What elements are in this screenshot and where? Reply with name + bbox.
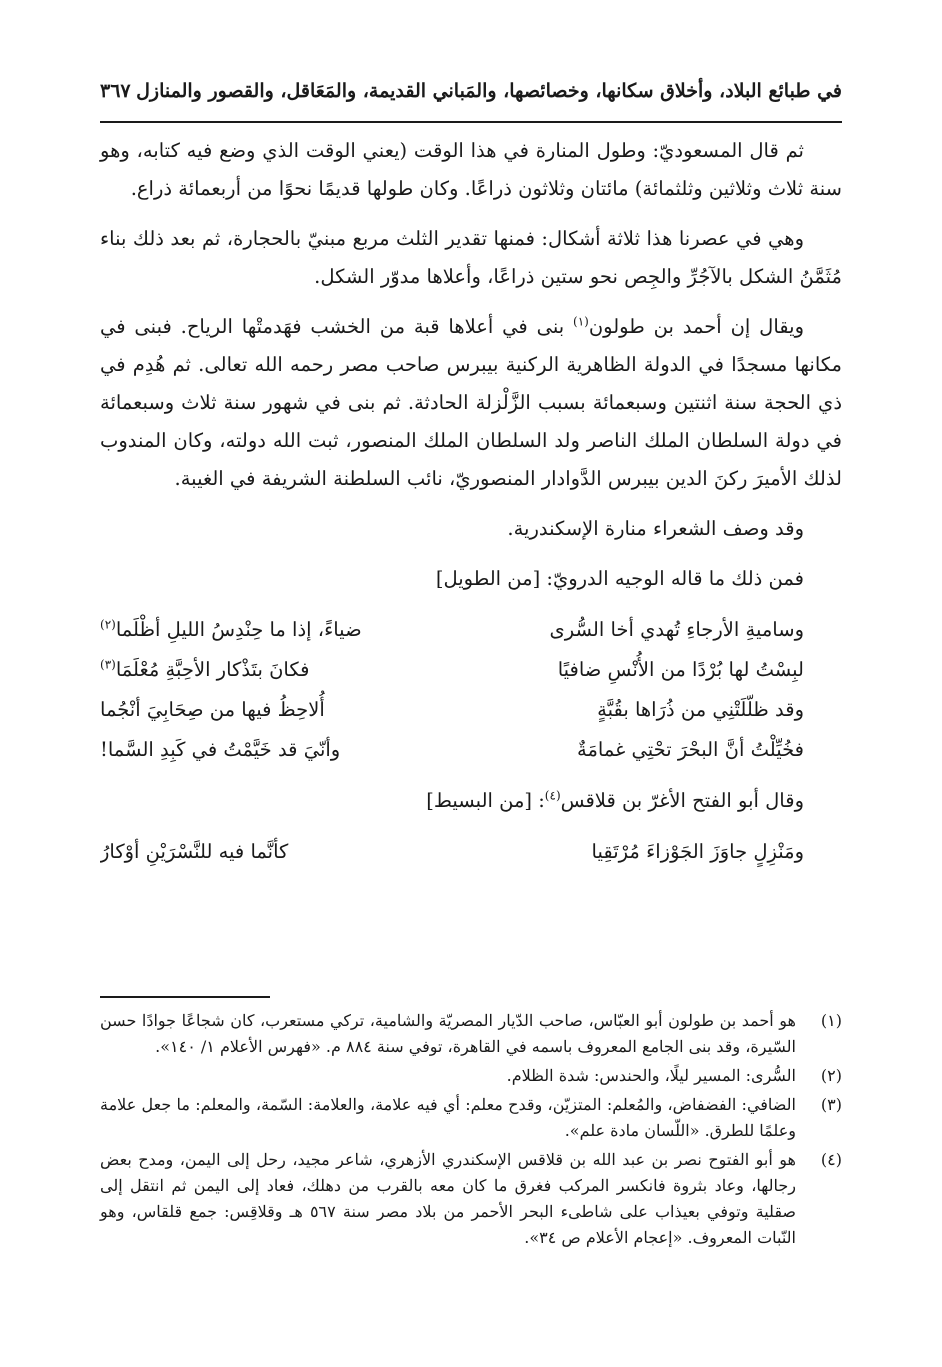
- footnote-number: (٣): [820, 1095, 842, 1114]
- poem-1: [100, 610, 842, 770]
- poet-1-line: فمن ذلك ما قاله الوجيه الدرويّ: [من الطويل]: [435, 567, 804, 590]
- footnote-text: هو أحمد بن طولون أبو العبّاس، صاحب الدّيار المصريّة والشامية، تركي مستعرب، كان شجاعًا جوادًا حسن السّيرة، وقد بنى الجامع المعروف باسمه في القاهرة، توفي سنة ٨٨٤ م. «فهرس الأعلام ١/ ١٤٠».: [100, 1011, 796, 1056]
- poet-2-meter: : [من البسيط]: [426, 789, 545, 812]
- paragraph-2: وهي في عصرنا هذا ثلاثة أشكال: فمنها تقدير الثلث مربع مبنيّ بالحجارة، ثم بعد ذلك بناء مُثَمَّنُ الشكل بالآجُرِّ والجِص نحو ستين ذراعًا، وأعلاها مدوّر الشكل.: [100, 227, 842, 288]
- footnote: [100, 1092, 842, 1144]
- verse: [100, 690, 842, 730]
- main-text: [100, 132, 842, 884]
- verse-first-hemistich: فخُيِّلْتُ أنَّ البحْرَ تحْتِي غمامَةٌ: [577, 738, 804, 761]
- paragraph-3-start: ويقال إن أحمد بن طولون: [588, 315, 804, 338]
- poet-2-line: [100, 782, 842, 820]
- verse: [100, 650, 842, 690]
- verse-second-hemistich: كأنَّما فيه للنَّسْرَيْنِ أوْكارُ: [100, 840, 289, 863]
- paragraph-3: [100, 308, 842, 498]
- verse: [100, 610, 842, 650]
- footnote-text: السُّرى: المسير ليلًا، والحندس: شدة الظلام.: [506, 1066, 796, 1085]
- verse-first-hemistich: ومَنْزِلٍ جاوَزَ الجَوْزاءَ مُرْتَقِيا: [591, 840, 804, 863]
- footnote-number: (٤): [820, 1150, 842, 1169]
- footnote-text: الضافي: الفضفاض، والمُعلم: المتزيّن، وقدح معلم: أي فيه علامة، والعلامة: السّمة، والمعلم: ما جعل علامة وعلمًا للطرق. «اللّسان مادة علم».: [100, 1095, 796, 1140]
- footnote-ref-1[interactable]: (١): [573, 314, 589, 329]
- poem-2: [100, 832, 842, 872]
- footnote: [100, 1063, 842, 1089]
- page-number: ٣٦٧: [100, 80, 131, 102]
- verse-first-hemistich: وقد ظلّلَتْنِي من ذُرَاها بقُبَّةٍ: [597, 698, 804, 721]
- footnote-number: (٢): [820, 1066, 842, 1085]
- paragraph-3-rest: بنى في أعلاها قبة من الخشب فهَدمتْها الرياح. فبنى في مكانها مسجدًا في الدولة الظاهرية الركنية بيبرس صاحب مصر رحمه الله تعالى. ثم هُدِم في ذي الحجة سنة اثنتين وسبعمائة بسبب الزَّلْزلة الحادثة. ثم بنى في شهور سنة ثلاث وسبعمائة في دولة السلطان الملك الناصر ولد السلطان الملك المنصور، ثبت الله دولته، وكان المندوب لذلك الأميرَ ركنَ الدين بيبرس الدَّوادار المنصوريّ، نائب السلطنة الشريفة في الغيبة.: [100, 315, 842, 490]
- verse-first-hemistich: لبِسْتُ لها بُرْدًا من الأُنْسِ ضافيًا: [557, 658, 804, 681]
- footnote-separator: [100, 996, 270, 998]
- verse-second-hemistich: أُلاحِظُ فيها من صِحَابِيَ أنْجُما: [100, 698, 325, 721]
- poet-2-name: وقال أبو الفتح الأغرّ بن قلاقس: [560, 789, 804, 812]
- footnote-ref-4[interactable]: (٤): [544, 788, 561, 803]
- footnote: [100, 1147, 842, 1251]
- verse-second-text: ضياءً، إذا ما حِنْدِسُ الليلِ أظْلَما: [115, 618, 362, 641]
- footnotes: [100, 1008, 842, 1254]
- header-title: في طبائع البلاد، وأخلاق سكانها، وخصائصها، والمَباني القديمة، والمَعَاقل، والقصور والمنازل: [136, 80, 842, 102]
- verse: [100, 730, 842, 770]
- paragraph-1: ثم قال المسعوديّ: وطول المنارة في هذا الوقت (يعني الوقت الذي وضع فيه كتابه، وهو سنة ثلاث وثلاثين وثلثمائة) مائتان وثلاثون ذراعًا. وكان طولها قديمًا نحوًا من أربعمائة ذراع.: [100, 139, 842, 200]
- footnote-number: (١): [820, 1011, 842, 1030]
- footnote: [100, 1008, 842, 1060]
- verse-second-hemistich: وأنّيَ قد خَيَّمْتُ في كَبِدِ السَّما!: [100, 738, 341, 761]
- header-rule: [100, 121, 842, 123]
- running-header: [100, 80, 842, 102]
- verse: [100, 832, 842, 872]
- footnote-ref-2[interactable]: (٢): [100, 617, 116, 632]
- footnote-ref-3[interactable]: (٣): [100, 657, 116, 672]
- intro-line: وقد وصف الشعراء منارة الإسكندرية.: [507, 517, 804, 540]
- verse-second-text: فكانَ بتَذْكار الأحِبَّةِ مُعْلَمَا: [115, 658, 310, 681]
- footnote-text: هو أبو الفتوح نصر بن عبد الله بن قلاقس الإسكندري الأزهري، شاعر مجيد، رحل إلى اليمن، ومدح بعض رجالها، وعاد بثروة فانكسر المركب فغرق ما كان معه بالقرب من دهلك، فعاد إلى اليمن ثم انتقل إلى صقلية وتوفي بعيذاب على شاطىء البحر الأحمر من بلاد مصر سنة ٥٦٧ هـ وقلاقِس: جمع قلقاس، وهو النّبات المعروف. «إعجام الأعلام ص ٣٤».: [100, 1150, 797, 1247]
- verse-second-hemistich: [100, 610, 438, 650]
- verse-first-hemistich: وساميةِ الأرجاءِ تُهدي أخا السُّرى: [549, 618, 804, 641]
- verse-second-hemistich: [100, 650, 438, 690]
